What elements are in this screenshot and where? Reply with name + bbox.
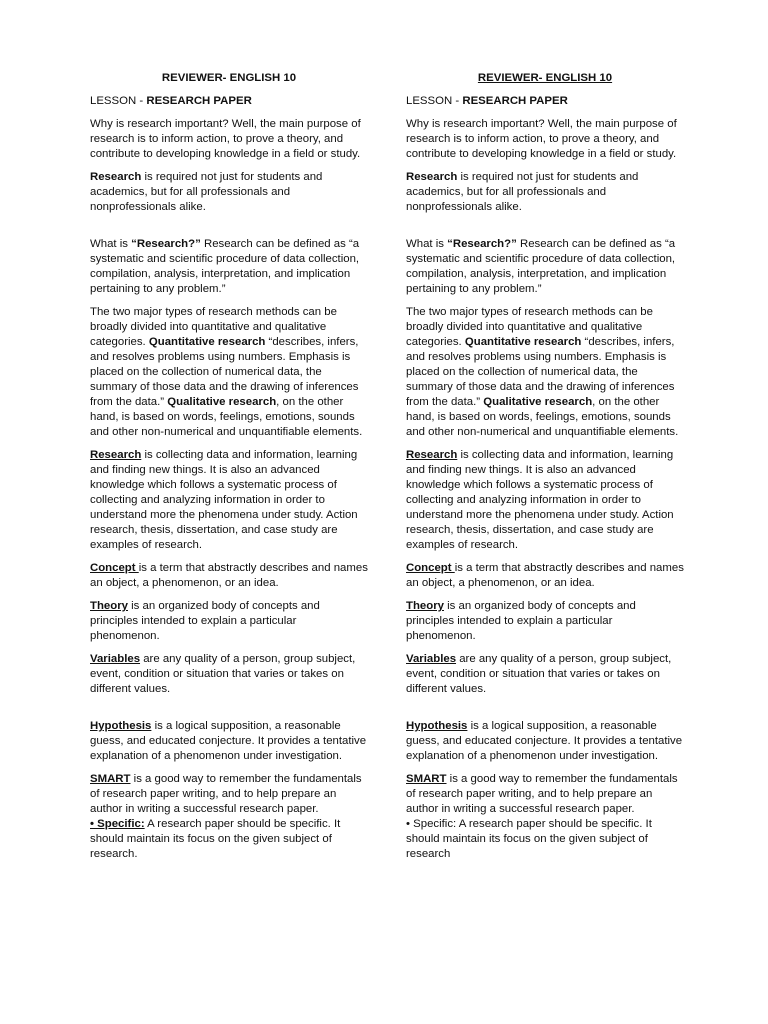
hypothesis-term: Hypothesis xyxy=(90,720,152,732)
research-text: is collecting data and information, learning and finding new things. It is also an advanced knowledge which follows a systematic process of collecting and analyzing information in order to understand more the phenomena under study. Action research, thesis, dissertation, and case study are examples of research. xyxy=(406,449,674,551)
quantitative-term: Quantitative research xyxy=(148,336,266,348)
research-term: Research xyxy=(90,449,142,461)
why-paragraph: Why is research important? Well, the main purpose of research is to inform action, to prove a theory, and contribute to developing knowledge in a field or study. xyxy=(90,118,361,160)
theory-text: is an organized body of concepts and principles intended to explain a particular phenomenon. xyxy=(406,600,636,642)
specific-text: A research paper should be specific. It should maintain its focus on the given subject of research. xyxy=(90,818,341,860)
hypothesis-definition xyxy=(406,719,684,764)
variables-text: are any quality of a person, group subject, event, condition or situation that varies or takes on different values. xyxy=(90,653,356,695)
smart-text: is a good way to remember the fundamentals of research paper writing, and to help prepare an author in writing a successful research paper. xyxy=(90,773,362,815)
reviewer-title: REVIEWER- ENGLISH 10 xyxy=(161,72,297,84)
types-paragraph xyxy=(406,305,684,440)
required-paragraph xyxy=(406,170,684,215)
hypothesis-text: is a logical supposition, a reasonable guess, and educated conjecture. It provides a tentative explanation of a phenomenon under investigation. xyxy=(406,720,683,762)
concept-term: Concept xyxy=(406,562,455,574)
required-term: Research xyxy=(406,171,458,183)
types-paragraph xyxy=(90,305,368,440)
what-prefix: What is xyxy=(406,238,448,250)
types-intro: The two major types of research methods can be broadly divided into quantitative and qualitative categories. xyxy=(406,306,653,348)
specific-term: • Specific: xyxy=(90,818,145,830)
what-paragraph xyxy=(90,237,368,297)
required-paragraph xyxy=(90,170,368,215)
left-column xyxy=(90,71,368,870)
lesson-title: RESEARCH PAPER xyxy=(462,95,568,107)
theory-text: is an organized body of concepts and principles intended to explain a particular phenomenon. xyxy=(90,600,320,642)
lesson-line xyxy=(406,94,684,109)
research-definition xyxy=(90,448,368,553)
research-term: Research xyxy=(406,449,458,461)
research-definition xyxy=(406,448,684,553)
concept-term: Concept xyxy=(90,562,139,574)
what-term: “Research?” xyxy=(131,238,201,250)
hypothesis-term: Hypothesis xyxy=(406,720,468,732)
smart-text: is a good way to remember the fundamentals of research paper writing, and to help prepare an author in writing a successful research paper. xyxy=(406,773,678,815)
why-paragraph: Why is research important? Well, the main purpose of research is to inform action, to prove a theory, and contribute to developing knowledge in a field or study. xyxy=(406,118,677,160)
specific-text: A research paper should be specific. It should maintain its focus on the given subject of research xyxy=(406,818,652,860)
qualitative-text: , on the other hand, is based on words, feelings, emotions, sounds and other non-numerical and unquantifiable elements. xyxy=(90,396,363,438)
variables-term: Variables xyxy=(406,653,457,665)
lesson-prefix: LESSON - xyxy=(90,95,147,107)
variables-text: are any quality of a person, group subject, event, condition or situation that varies or takes on different values. xyxy=(406,653,672,695)
what-paragraph xyxy=(406,237,684,297)
required-text: is required not just for students and academics, but for all professionals and nonprofessionals alike. xyxy=(406,171,639,213)
hypothesis-text: is a logical supposition, a reasonable guess, and educated conjecture. It provides a tentative explanation of a phenomenon under investigation. xyxy=(90,720,367,762)
theory-definition xyxy=(406,599,684,644)
lesson-line xyxy=(90,94,368,109)
theory-definition xyxy=(90,599,368,644)
lesson-prefix: LESSON - xyxy=(406,95,463,107)
required-text: is required not just for students and academics, but for all professionals and nonprofessionals alike. xyxy=(90,171,323,213)
what-term: “Research?” xyxy=(447,238,517,250)
theory-term: Theory xyxy=(90,600,128,612)
concept-text: is a term that abstractly describes and names an object, a phenomenon, or an idea. xyxy=(90,562,368,589)
smart-term: SMART xyxy=(90,773,131,785)
what-text: Research can be defined as “a systematic and scientific procedure of data collection, compilation, analysis, interpretation, and implication pertaining to any problem.” xyxy=(90,238,360,295)
required-term: Research xyxy=(90,171,142,183)
reviewer-title: REVIEWER- ENGLISH 10 xyxy=(477,72,613,84)
hypothesis-definition xyxy=(90,719,368,764)
specific-term: • Specific: xyxy=(406,818,457,830)
smart-definition xyxy=(406,772,684,862)
quantitative-text: “describes, infers, and resolves problems using numbers. Emphasis is placed on the collection of numerical data, the summary of those data and the drawing of inferences from the data.” xyxy=(90,336,359,408)
types-intro: The two major types of research methods can be broadly divided into quantitative and qualitative categories. xyxy=(90,306,337,348)
what-text: Research can be defined as “a systematic and scientific procedure of data collection, compilation, analysis, interpretation, and implication pertaining to any problem.” xyxy=(406,238,676,295)
variables-definition xyxy=(90,652,368,697)
quantitative-text: “describes, infers, and resolves problems using numbers. Emphasis is placed on the collection of numerical data, the summary of those data and the drawing of inferences from the data.” xyxy=(406,336,675,408)
qualitative-term: Qualitative research xyxy=(167,396,277,408)
smart-term: SMART xyxy=(406,773,447,785)
qualitative-term: Qualitative research xyxy=(483,396,593,408)
research-text: is collecting data and information, learning and finding new things. It is also an advanced knowledge which follows a systematic process of collecting and analyzing information in order to understand more the phenomena under study. Action research, thesis, dissertation, and case study are examples of research. xyxy=(90,449,358,551)
variables-term: Variables xyxy=(90,653,141,665)
concept-definition xyxy=(90,561,368,591)
what-prefix: What is xyxy=(90,238,132,250)
variables-definition xyxy=(406,652,684,697)
lesson-title: RESEARCH PAPER xyxy=(146,95,252,107)
concept-text: is a term that abstractly describes and names an object, a phenomenon, or an idea. xyxy=(406,562,684,589)
theory-term: Theory xyxy=(406,600,444,612)
quantitative-term: Quantitative research xyxy=(464,336,582,348)
right-column xyxy=(406,71,684,870)
qualitative-text: , on the other hand, is based on words, feelings, emotions, sounds and other non-numerical and unquantifiable elements. xyxy=(406,396,679,438)
smart-definition xyxy=(90,772,368,862)
concept-definition xyxy=(406,561,684,591)
